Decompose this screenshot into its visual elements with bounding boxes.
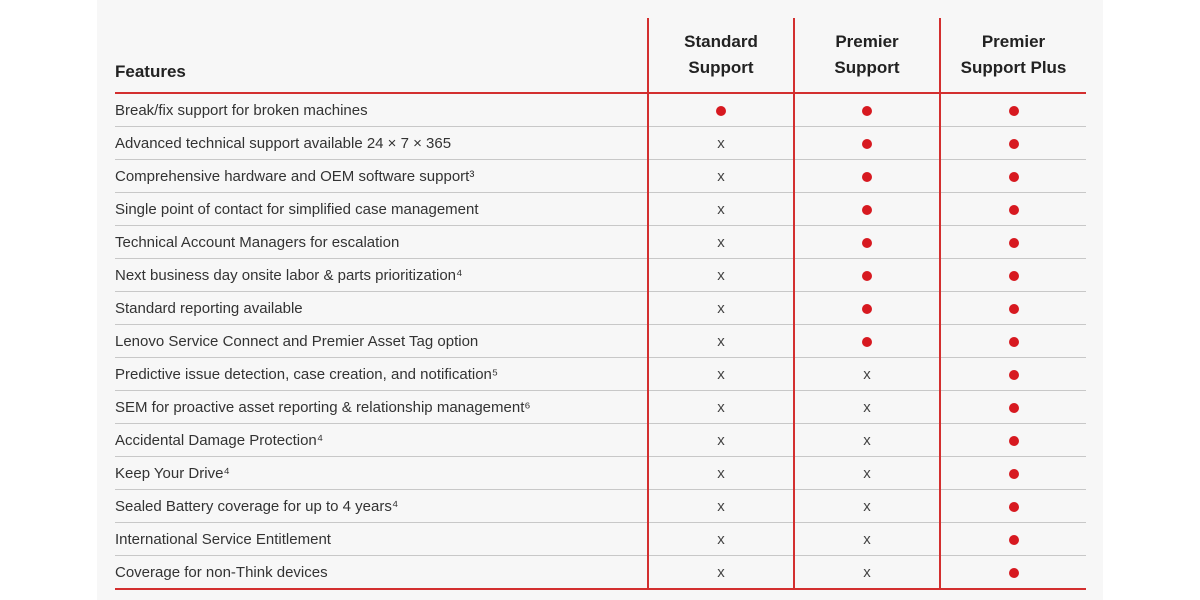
feature-label: International Service Entitlement [115, 523, 648, 556]
included-dot-icon [862, 271, 872, 281]
feature-label: Technical Account Managers for escalation [115, 226, 648, 259]
not-included-x-icon: x [717, 266, 725, 284]
feature-label: Break/fix support for broken machines [115, 93, 648, 127]
included-dot-icon [1009, 139, 1019, 149]
included-dot-icon [862, 205, 872, 215]
premier-cell [794, 490, 940, 523]
premier-cell [794, 259, 940, 292]
premier-plus-cell [940, 424, 1086, 457]
included-dot-icon [1009, 172, 1019, 182]
standard-cell [648, 259, 794, 292]
standard-cell [648, 424, 794, 457]
included-dot-icon [1009, 403, 1019, 413]
standard-cell [648, 391, 794, 424]
not-included-x-icon: x [717, 365, 725, 383]
table-row [115, 226, 1086, 259]
feature-label: Keep Your Drive⁴ [115, 457, 648, 490]
feature-label: Accidental Damage Protection⁴ [115, 424, 648, 457]
included-dot-icon [1009, 535, 1019, 545]
included-dot-icon [1009, 568, 1019, 578]
standard-cell [648, 160, 794, 193]
feature-label: Advanced technical support available 24 × 7 × 365 [115, 127, 648, 160]
standard-cell [648, 490, 794, 523]
not-included-x-icon: x [863, 365, 871, 383]
table-row [115, 424, 1086, 457]
not-included-x-icon: x [717, 332, 725, 350]
not-included-x-icon: x [863, 431, 871, 449]
premier-plus-cell [940, 127, 1086, 160]
included-dot-icon [1009, 106, 1019, 116]
premier-plus-cell [940, 226, 1086, 259]
standard-cell [648, 226, 794, 259]
standard-cell [648, 325, 794, 358]
not-included-x-icon: x [863, 563, 871, 581]
table-row [115, 556, 1086, 590]
included-dot-icon [862, 337, 872, 347]
table-row [115, 93, 1086, 127]
not-included-x-icon: x [717, 200, 725, 218]
not-included-x-icon: x [717, 431, 725, 449]
premier-cell [794, 457, 940, 490]
included-dot-icon [1009, 238, 1019, 248]
header-row [115, 18, 1086, 93]
premier-plus-cell [940, 292, 1086, 325]
premier-cell [794, 424, 940, 457]
standard-cell [648, 457, 794, 490]
not-included-x-icon: x [863, 497, 871, 515]
included-dot-icon [862, 238, 872, 248]
feature-label: Next business day onsite labor & parts prioritization⁴ [115, 259, 648, 292]
not-included-x-icon: x [717, 497, 725, 515]
standard-cell [648, 193, 794, 226]
not-included-x-icon: x [863, 464, 871, 482]
included-dot-icon [862, 139, 872, 149]
premier-cell [794, 93, 940, 127]
included-dot-icon [1009, 502, 1019, 512]
premier-plus-cell [940, 193, 1086, 226]
table-row [115, 391, 1086, 424]
table-row [115, 490, 1086, 523]
premier-plus-cell [940, 325, 1086, 358]
feature-label: Standard reporting available [115, 292, 648, 325]
premier-cell [794, 325, 940, 358]
support-comparison-table-wrapper [115, 18, 1085, 590]
premier-plus-cell [940, 523, 1086, 556]
premier-plus-cell [940, 391, 1086, 424]
premier-plus-cell [940, 457, 1086, 490]
not-included-x-icon: x [717, 530, 725, 548]
standard-cell [648, 523, 794, 556]
premier-plus-cell [940, 93, 1086, 127]
not-included-x-icon: x [717, 398, 725, 416]
not-included-x-icon: x [717, 233, 725, 251]
table-row [115, 358, 1086, 391]
not-included-x-icon: x [717, 299, 725, 317]
included-dot-icon [1009, 469, 1019, 479]
included-dot-icon [1009, 271, 1019, 281]
premier-plus-cell [940, 556, 1086, 590]
premier-plus-cell [940, 160, 1086, 193]
table-row [115, 457, 1086, 490]
included-dot-icon [862, 106, 872, 116]
table-row [115, 160, 1086, 193]
feature-label: Lenovo Service Connect and Premier Asset Tag option [115, 325, 648, 358]
feature-label: Coverage for non-Think devices [115, 556, 648, 590]
not-included-x-icon: x [717, 563, 725, 581]
premier-support-header: Premier Support [794, 18, 940, 93]
standard-cell [648, 127, 794, 160]
premier-cell [794, 160, 940, 193]
included-dot-icon [716, 106, 726, 116]
table-row [115, 127, 1086, 160]
included-dot-icon [862, 172, 872, 182]
included-dot-icon [1009, 436, 1019, 446]
premier-cell [794, 523, 940, 556]
feature-label: SEM for proactive asset reporting & relationship management⁶ [115, 391, 648, 424]
included-dot-icon [1009, 205, 1019, 215]
not-included-x-icon: x [717, 167, 725, 185]
standard-cell [648, 358, 794, 391]
not-included-x-icon: x [717, 464, 725, 482]
support-comparison-table [115, 18, 1086, 590]
premier-plus-cell [940, 490, 1086, 523]
premier-cell [794, 226, 940, 259]
included-dot-icon [1009, 304, 1019, 314]
included-dot-icon [862, 304, 872, 314]
premier-support-plus-header: Premier Support Plus [940, 18, 1086, 93]
table-row [115, 325, 1086, 358]
premier-cell [794, 292, 940, 325]
included-dot-icon [1009, 370, 1019, 380]
features-header: Features [115, 18, 648, 93]
table-row [115, 523, 1086, 556]
standard-support-header: Standard Support [648, 18, 794, 93]
table-body [115, 93, 1086, 589]
premier-cell [794, 358, 940, 391]
not-included-x-icon: x [863, 398, 871, 416]
feature-label: Sealed Battery coverage for up to 4 years⁴ [115, 490, 648, 523]
not-included-x-icon: x [717, 134, 725, 152]
not-included-x-icon: x [863, 530, 871, 548]
table-row [115, 292, 1086, 325]
feature-label: Single point of contact for simplified case management [115, 193, 648, 226]
feature-label: Comprehensive hardware and OEM software support³ [115, 160, 648, 193]
standard-cell [648, 292, 794, 325]
table-row [115, 193, 1086, 226]
premier-cell [794, 193, 940, 226]
standard-cell [648, 93, 794, 127]
premier-cell [794, 127, 940, 160]
table-row [115, 259, 1086, 292]
standard-cell [648, 556, 794, 590]
premier-plus-cell [940, 358, 1086, 391]
premier-plus-cell [940, 259, 1086, 292]
feature-label: Predictive issue detection, case creation, and notification⁵ [115, 358, 648, 391]
premier-cell [794, 556, 940, 590]
premier-cell [794, 391, 940, 424]
included-dot-icon [1009, 337, 1019, 347]
